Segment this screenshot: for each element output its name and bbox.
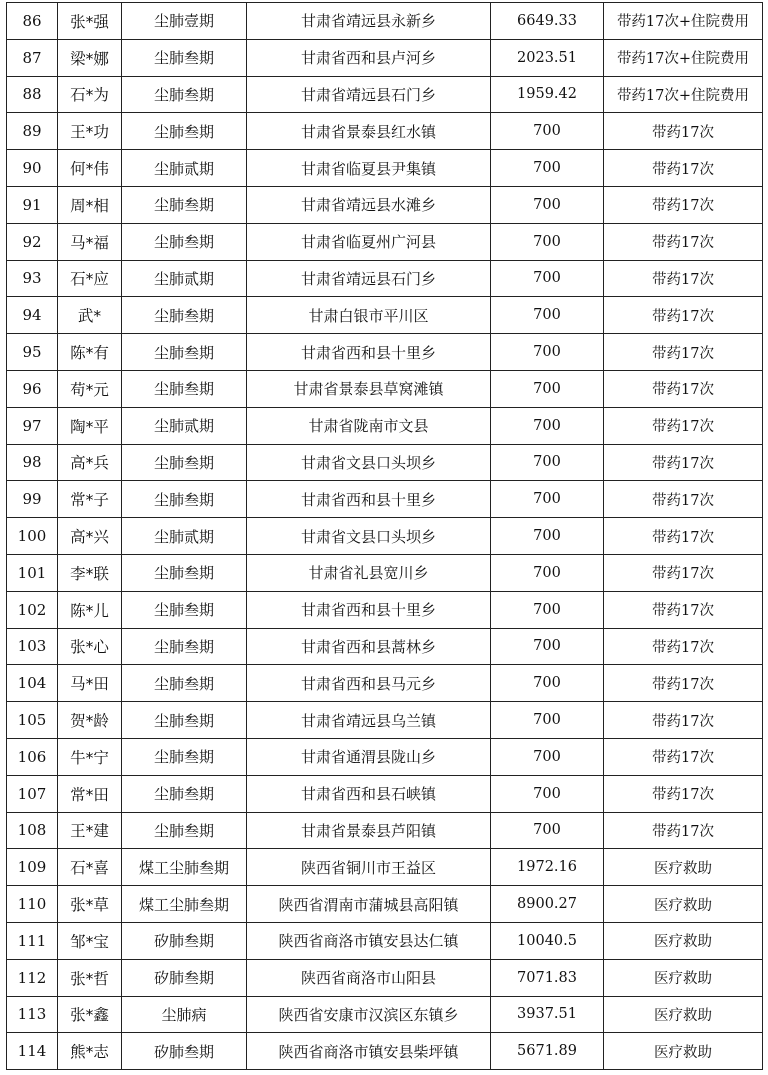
- row-number-cell: 99: [7, 481, 58, 518]
- table-row: [7, 481, 763, 518]
- table-row: [7, 959, 763, 996]
- address-cell: 甘肃省礼县宽川乡: [247, 554, 491, 591]
- address-cell: 甘肃省西和县十里乡: [247, 591, 491, 628]
- patient-name-cell: 张*草: [58, 886, 122, 923]
- table-row: [7, 518, 763, 555]
- row-number-cell: 91: [7, 186, 58, 223]
- assistance-type-cell: 带药17次: [604, 591, 763, 628]
- patient-name-cell: 张*心: [58, 628, 122, 665]
- address-cell: 甘肃省靖远县乌兰镇: [247, 702, 491, 739]
- table-row: [7, 738, 763, 775]
- row-number-cell: 109: [7, 849, 58, 886]
- assistance-type-cell: 医疗救助: [604, 996, 763, 1033]
- assistance-type-cell: 医疗救助: [604, 849, 763, 886]
- row-number-cell: 89: [7, 113, 58, 150]
- assistance-type-cell: 带药17次: [604, 481, 763, 518]
- amount-cell: 6649.33: [491, 3, 604, 40]
- patient-name-cell: 高*兵: [58, 444, 122, 481]
- diagnosis-stage-cell: 尘肺叁期: [122, 444, 247, 481]
- assistance-type-cell: 带药17次+住院费用: [604, 39, 763, 76]
- patient-name-cell: 王*功: [58, 113, 122, 150]
- patient-name-cell: 武*: [58, 297, 122, 334]
- patient-name-cell: 陈*儿: [58, 591, 122, 628]
- row-number-cell: 97: [7, 407, 58, 444]
- amount-cell: 700: [491, 554, 604, 591]
- table-row: [7, 223, 763, 260]
- assistance-type-cell: 带药17次: [604, 334, 763, 371]
- amount-cell: 7071.83: [491, 959, 604, 996]
- amount-cell: 700: [491, 370, 604, 407]
- table-row: [7, 407, 763, 444]
- patient-name-cell: 石*应: [58, 260, 122, 297]
- patient-name-cell: 张*哲: [58, 959, 122, 996]
- address-cell: 甘肃省靖远县水滩乡: [247, 186, 491, 223]
- diagnosis-stage-cell: 尘肺壹期: [122, 3, 247, 40]
- assistance-type-cell: 医疗救助: [604, 886, 763, 923]
- patient-name-cell: 张*鑫: [58, 996, 122, 1033]
- row-number-cell: 95: [7, 334, 58, 371]
- table-row: [7, 3, 763, 40]
- diagnosis-stage-cell: 尘肺叁期: [122, 738, 247, 775]
- row-number-cell: 92: [7, 223, 58, 260]
- table-row: [7, 370, 763, 407]
- amount-cell: 700: [491, 738, 604, 775]
- assistance-type-cell: 带药17次: [604, 775, 763, 812]
- row-number-cell: 90: [7, 150, 58, 187]
- amount-cell: 5671.89: [491, 1033, 604, 1070]
- diagnosis-stage-cell: 煤工尘肺叁期: [122, 849, 247, 886]
- diagnosis-stage-cell: 尘肺叁期: [122, 370, 247, 407]
- address-cell: 甘肃省西和县石峡镇: [247, 775, 491, 812]
- amount-cell: 1959.42: [491, 76, 604, 113]
- assistance-type-cell: 带药17次+住院费用: [604, 3, 763, 40]
- patient-name-cell: 陈*有: [58, 334, 122, 371]
- diagnosis-stage-cell: 尘肺叁期: [122, 812, 247, 849]
- address-cell: 甘肃省靖远县石门乡: [247, 76, 491, 113]
- table-row: [7, 334, 763, 371]
- table-row: [7, 554, 763, 591]
- row-number-cell: 108: [7, 812, 58, 849]
- diagnosis-stage-cell: 尘肺叁期: [122, 702, 247, 739]
- patient-name-cell: 高*兴: [58, 518, 122, 555]
- amount-cell: 700: [491, 334, 604, 371]
- diagnosis-stage-cell: 尘肺贰期: [122, 260, 247, 297]
- table-row: [7, 39, 763, 76]
- row-number-cell: 94: [7, 297, 58, 334]
- row-number-cell: 101: [7, 554, 58, 591]
- amount-cell: 3937.51: [491, 996, 604, 1033]
- assistance-type-cell: 带药17次: [604, 665, 763, 702]
- assistance-type-cell: 医疗救助: [604, 1033, 763, 1070]
- amount-cell: 700: [491, 444, 604, 481]
- table-row: [7, 886, 763, 923]
- address-cell: 甘肃省西和县十里乡: [247, 334, 491, 371]
- address-cell: 甘肃白银市平川区: [247, 297, 491, 334]
- patient-name-cell: 石*喜: [58, 849, 122, 886]
- amount-cell: 700: [491, 297, 604, 334]
- table-row: [7, 665, 763, 702]
- table-row: [7, 297, 763, 334]
- patient-name-cell: 常*田: [58, 775, 122, 812]
- patient-name-cell: 何*伟: [58, 150, 122, 187]
- amount-cell: 700: [491, 665, 604, 702]
- table-row: [7, 1033, 763, 1070]
- diagnosis-stage-cell: 尘肺叁期: [122, 39, 247, 76]
- amount-cell: 700: [491, 407, 604, 444]
- row-number-cell: 113: [7, 996, 58, 1033]
- assistance-table: [6, 2, 763, 1070]
- amount-cell: 700: [491, 223, 604, 260]
- patient-name-cell: 李*联: [58, 554, 122, 591]
- patient-name-cell: 常*子: [58, 481, 122, 518]
- diagnosis-stage-cell: 尘肺叁期: [122, 554, 247, 591]
- row-number-cell: 104: [7, 665, 58, 702]
- address-cell: 陕西省商洛市镇安县达仁镇: [247, 922, 491, 959]
- amount-cell: 2023.51: [491, 39, 604, 76]
- amount-cell: 700: [491, 186, 604, 223]
- assistance-type-cell: 带药17次: [604, 518, 763, 555]
- diagnosis-stage-cell: 尘肺叁期: [122, 334, 247, 371]
- amount-cell: 700: [491, 481, 604, 518]
- row-number-cell: 100: [7, 518, 58, 555]
- address-cell: 陕西省渭南市蒲城县高阳镇: [247, 886, 491, 923]
- address-cell: 甘肃省西和县卢河乡: [247, 39, 491, 76]
- diagnosis-stage-cell: 尘肺叁期: [122, 665, 247, 702]
- table-row: [7, 922, 763, 959]
- patient-name-cell: 马*田: [58, 665, 122, 702]
- assistance-type-cell: 医疗救助: [604, 922, 763, 959]
- amount-cell: 700: [491, 702, 604, 739]
- amount-cell: 700: [491, 260, 604, 297]
- amount-cell: 700: [491, 775, 604, 812]
- address-cell: 甘肃省临夏县尹集镇: [247, 150, 491, 187]
- diagnosis-stage-cell: 矽肺叁期: [122, 922, 247, 959]
- address-cell: 甘肃省西和县蒿林乡: [247, 628, 491, 665]
- table-row: [7, 849, 763, 886]
- diagnosis-stage-cell: 尘肺叁期: [122, 628, 247, 665]
- table-row: [7, 702, 763, 739]
- diagnosis-stage-cell: 矽肺叁期: [122, 1033, 247, 1070]
- address-cell: 甘肃省景泰县芦阳镇: [247, 812, 491, 849]
- address-cell: 甘肃省靖远县永新乡: [247, 3, 491, 40]
- patient-name-cell: 贺*龄: [58, 702, 122, 739]
- patient-name-cell: 梁*娜: [58, 39, 122, 76]
- amount-cell: 8900.27: [491, 886, 604, 923]
- assistance-type-cell: 带药17次: [604, 444, 763, 481]
- assistance-type-cell: 带药17次: [604, 297, 763, 334]
- patient-name-cell: 苟*元: [58, 370, 122, 407]
- table-row: [7, 775, 763, 812]
- patient-name-cell: 牛*宁: [58, 738, 122, 775]
- assistance-type-cell: 带药17次+住院费用: [604, 76, 763, 113]
- row-number-cell: 111: [7, 922, 58, 959]
- assistance-type-cell: 带药17次: [604, 223, 763, 260]
- row-number-cell: 88: [7, 76, 58, 113]
- amount-cell: 700: [491, 113, 604, 150]
- table-row: [7, 996, 763, 1033]
- assistance-type-cell: 带药17次: [604, 738, 763, 775]
- assistance-type-cell: 带药17次: [604, 628, 763, 665]
- patient-name-cell: 熊*志: [58, 1033, 122, 1070]
- assistance-type-cell: 带药17次: [604, 702, 763, 739]
- address-cell: 甘肃省临夏州广河县: [247, 223, 491, 260]
- diagnosis-stage-cell: 矽肺叁期: [122, 959, 247, 996]
- patient-name-cell: 王*建: [58, 812, 122, 849]
- assistance-type-cell: 带药17次: [604, 407, 763, 444]
- amount-cell: 700: [491, 518, 604, 555]
- diagnosis-stage-cell: 尘肺病: [122, 996, 247, 1033]
- table-body: [7, 3, 763, 1070]
- table-row: [7, 76, 763, 113]
- address-cell: 甘肃省陇南市文县: [247, 407, 491, 444]
- amount-cell: 700: [491, 812, 604, 849]
- table-row: [7, 812, 763, 849]
- patient-name-cell: 石*为: [58, 76, 122, 113]
- assistance-type-cell: 带药17次: [604, 150, 763, 187]
- diagnosis-stage-cell: 尘肺贰期: [122, 518, 247, 555]
- diagnosis-stage-cell: 尘肺叁期: [122, 297, 247, 334]
- row-number-cell: 114: [7, 1033, 58, 1070]
- table-row: [7, 628, 763, 665]
- assistance-type-cell: 带药17次: [604, 113, 763, 150]
- row-number-cell: 98: [7, 444, 58, 481]
- address-cell: 甘肃省西和县马元乡: [247, 665, 491, 702]
- table-row: [7, 591, 763, 628]
- address-cell: 陕西省商洛市镇安县柴坪镇: [247, 1033, 491, 1070]
- address-cell: 陕西省铜川市王益区: [247, 849, 491, 886]
- row-number-cell: 96: [7, 370, 58, 407]
- row-number-cell: 93: [7, 260, 58, 297]
- diagnosis-stage-cell: 尘肺叁期: [122, 186, 247, 223]
- address-cell: 甘肃省通渭县陇山乡: [247, 738, 491, 775]
- row-number-cell: 86: [7, 3, 58, 40]
- amount-cell: 10040.5: [491, 922, 604, 959]
- amount-cell: 700: [491, 591, 604, 628]
- address-cell: 甘肃省文县口头坝乡: [247, 518, 491, 555]
- row-number-cell: 102: [7, 591, 58, 628]
- patient-name-cell: 马*福: [58, 223, 122, 260]
- patient-name-cell: 张*强: [58, 3, 122, 40]
- table-row: [7, 444, 763, 481]
- diagnosis-stage-cell: 尘肺叁期: [122, 775, 247, 812]
- diagnosis-stage-cell: 尘肺叁期: [122, 76, 247, 113]
- address-cell: 甘肃省西和县十里乡: [247, 481, 491, 518]
- amount-cell: 1972.16: [491, 849, 604, 886]
- patient-name-cell: 邹*宝: [58, 922, 122, 959]
- assistance-type-cell: 带药17次: [604, 554, 763, 591]
- table-row: [7, 113, 763, 150]
- amount-cell: 700: [491, 628, 604, 665]
- assistance-type-cell: 带药17次: [604, 260, 763, 297]
- diagnosis-stage-cell: 尘肺叁期: [122, 223, 247, 260]
- diagnosis-stage-cell: 尘肺贰期: [122, 407, 247, 444]
- address-cell: 甘肃省景泰县草窝滩镇: [247, 370, 491, 407]
- diagnosis-stage-cell: 尘肺叁期: [122, 591, 247, 628]
- row-number-cell: 105: [7, 702, 58, 739]
- address-cell: 陕西省安康市汉滨区东镇乡: [247, 996, 491, 1033]
- patient-name-cell: 陶*平: [58, 407, 122, 444]
- assistance-type-cell: 带药17次: [604, 812, 763, 849]
- row-number-cell: 107: [7, 775, 58, 812]
- patient-name-cell: 周*相: [58, 186, 122, 223]
- row-number-cell: 103: [7, 628, 58, 665]
- address-cell: 陕西省商洛市山阳县: [247, 959, 491, 996]
- diagnosis-stage-cell: 尘肺贰期: [122, 150, 247, 187]
- row-number-cell: 87: [7, 39, 58, 76]
- table-row: [7, 186, 763, 223]
- assistance-type-cell: 医疗救助: [604, 959, 763, 996]
- address-cell: 甘肃省文县口头坝乡: [247, 444, 491, 481]
- amount-cell: 700: [491, 150, 604, 187]
- diagnosis-stage-cell: 尘肺叁期: [122, 113, 247, 150]
- table-row: [7, 260, 763, 297]
- address-cell: 甘肃省景泰县红水镇: [247, 113, 491, 150]
- address-cell: 甘肃省靖远县石门乡: [247, 260, 491, 297]
- assistance-type-cell: 带药17次: [604, 370, 763, 407]
- assistance-list-page: [6, 2, 762, 1070]
- diagnosis-stage-cell: 尘肺叁期: [122, 481, 247, 518]
- row-number-cell: 110: [7, 886, 58, 923]
- row-number-cell: 106: [7, 738, 58, 775]
- table-row: [7, 150, 763, 187]
- row-number-cell: 112: [7, 959, 58, 996]
- diagnosis-stage-cell: 煤工尘肺叁期: [122, 886, 247, 923]
- assistance-type-cell: 带药17次: [604, 186, 763, 223]
